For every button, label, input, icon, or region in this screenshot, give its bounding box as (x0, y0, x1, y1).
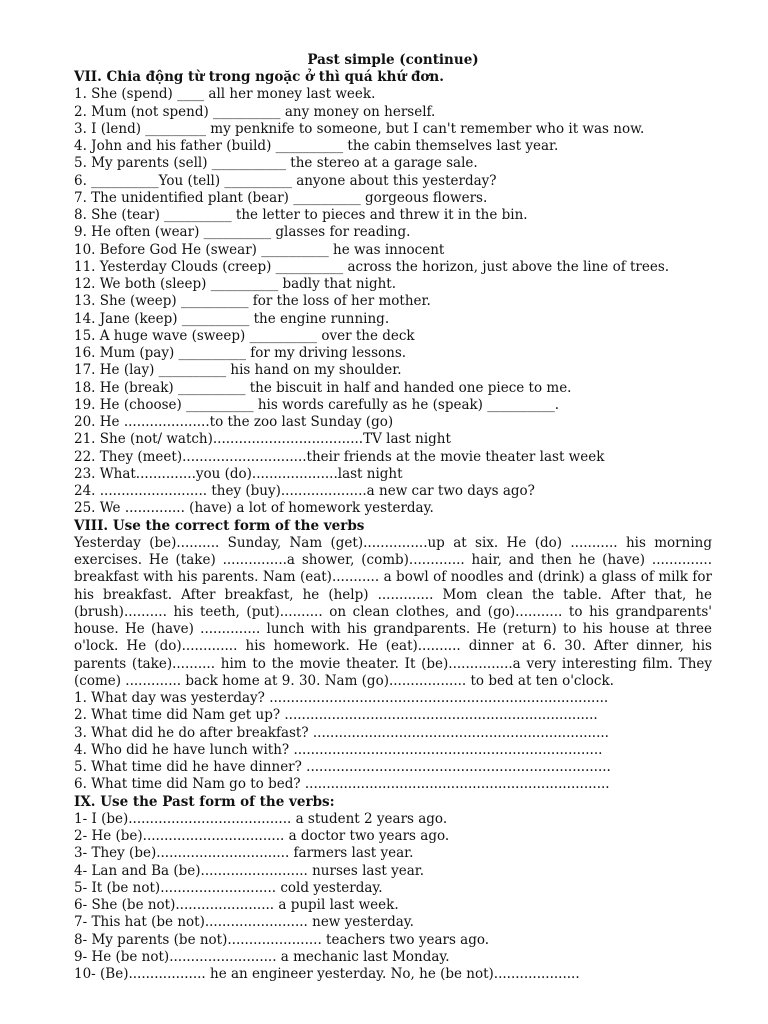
exercise-item: 3. I (lend) _________ my penknife to someone, but I can't remember who it was now. (74, 120, 645, 137)
question-item: 4. Who did he have lunch with? ........................................................................ (74, 741, 603, 758)
exercise-item: 5. My parents (sell) ___________ the stereo at a garage sale. (74, 155, 478, 172)
exercise-item: 1. She (spend) ____ all her money last week. (74, 86, 376, 103)
exercise-item: 25. We .............. (have) a lot of homework yesterday. (74, 500, 434, 517)
exercise-item: 6- She (be not)....................... a pupil last week. (74, 897, 399, 913)
exercise-item: 5- It (be not)........................... cold yesterday. (74, 879, 383, 896)
exercise-item: 8- My parents (be not)...................... teachers two years ago. (74, 931, 490, 948)
exercise-item: 13. She (weep) __________ for the loss of her mother. (74, 293, 431, 310)
exercise-item: 21. She (not/ watch)...................................TV last night (74, 431, 451, 448)
section-9-heading: IX. Use the Past form of the verbs: (74, 793, 335, 810)
exercise-item: 1- I (be)...................................... a student 2 years ago. (74, 810, 448, 827)
exercise-item: 15. A huge wave (sweep) __________ over the deck (74, 327, 415, 344)
exercise-item: 17. He (lay) __________ his hand on my shoulder. (74, 362, 402, 379)
section-9-list (74, 811, 712, 984)
exercise-item: 16. Mum (pay) __________ for my driving lessons. (74, 345, 407, 361)
section-8-heading: VIII. Use the correct form of the verbs (74, 517, 365, 534)
exercise-item: 12. We both (sleep) __________ badly that night. (74, 276, 396, 292)
exercise-item: 4. John and his father (build) __________ the cabin themselves last year. (74, 138, 559, 154)
exercise-item: 9- He (be not)......................... a mechanic last Monday. (74, 948, 450, 965)
question-item: 1. What day was yesterday? ............................................................................... (74, 690, 609, 706)
exercise-item: 7- This hat (be not)........................ new yesterday. (74, 914, 414, 931)
exercise-item: 11. Yesterday Clouds (creep) __________ across the horizon, just above the line of trees. (74, 258, 670, 275)
exercise-item: 2. Mum (not spend) __________ any money on herself. (74, 103, 436, 120)
exercise-item: 24. ......................... they (buy)....................a new car two days ago? (74, 483, 535, 499)
section-7-heading: VII. Chia động từ trong ngoặc ở thì quá khứ đơn. (74, 69, 444, 85)
exercise-item: 10- (Be).................. he an engineer yesterday. No, he (be not).................... (74, 966, 580, 982)
exercise-item: 6. __________You (tell) __________ anyone about this yesterday? (74, 172, 497, 189)
exercise-item: 2- He (be)................................. a doctor two years ago. (74, 828, 450, 844)
page-title: Past simple (continue) (307, 52, 479, 68)
exercise-item: 22. They (meet).............................their friends at the movie theater last week (74, 448, 605, 465)
exercise-item: 8. She (tear) __________ the letter to pieces and threw it in the bin. (74, 207, 528, 223)
exercise-item: 18. He (break) __________ the biscuit in half and handed one piece to me. (74, 379, 572, 396)
question-item: 3. What did he do after breakfast? ..................................................................... (74, 724, 609, 741)
exercise-item: 23. What..............you (do)....................last night (74, 465, 403, 482)
question-item: 6. What time did Nam go to bed? ....................................................................... (74, 776, 610, 793)
exercise-item: 19. He (choose) __________ his words carefully as he (speak) __________. (74, 396, 560, 413)
exercise-item: 20. He ....................to the zoo last Sunday (go) (74, 414, 394, 430)
exercise-item: 14. Jane (keep) __________ the engine running. (74, 310, 390, 327)
exercise-item: 4- Lan and Ba (be)......................... nurses last year. (74, 862, 425, 879)
exercise-item: 7. The unidentified plant (bear) __________ gorgeous flowers. (74, 189, 488, 206)
question-item: 2. What time did Nam get up? ......................................................................... (74, 707, 598, 724)
section-7-list (74, 86, 712, 517)
section-8-questions (74, 690, 712, 794)
exercise-item: 3- They (be)............................... farmers last year. (74, 845, 414, 862)
section-8-paragraph: Yesterday (be).......... Sunday, Nam (get)...............up at six. He (do) ........... his morning exercises. He (take) ...............a shower, (comb)............. hair, and then he (have) .............. breakfast with his parents. Nam (eat)........... a bowl of noodles and (drink) a glass of milk for his breakfast. After breakfast, he (help) ............. Mom clean the table. After that, he (brush).......... his teeth, (put).......... on clean clothes, and (go)........... to his grandparents' house. He (have) .............. lunch with his grandparents. He (return) to his house at three o'lock. He (do)............. his homework. He (eat).......... dinner at 6. 30. After dinner, his parents (take).......... him to the movie theater. It (be)...............a very interesting film. They (come) ............. back home at 9. 30. Nam (go).................. to bed at ten o'clock. (74, 534, 712, 689)
exercise-item: 9. He often (wear) __________ glasses for reading. (74, 224, 411, 241)
exercise-item: 10. Before God He (swear) __________ he was innocent (74, 241, 445, 258)
question-item: 5. What time did he have dinner? ....................................................................... (74, 759, 611, 775)
